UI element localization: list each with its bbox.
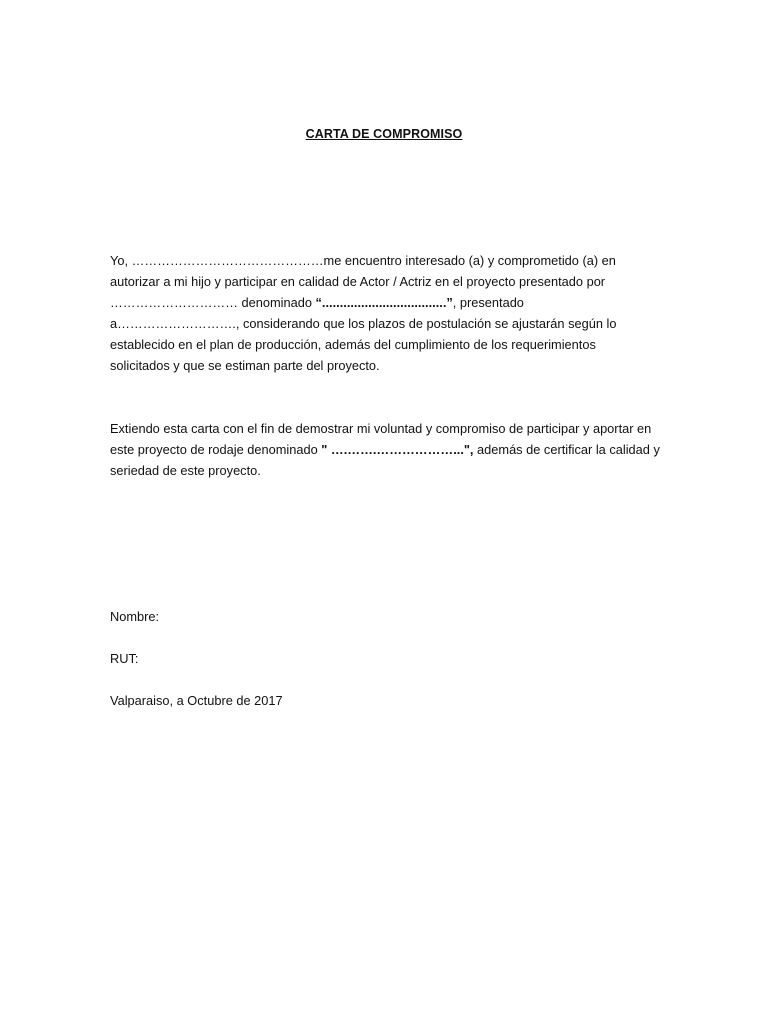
paragraph-line: Yo, ………………………………………me encuentro interesado (a) y comprometido (a) en [110,253,616,268]
document-title: CARTA DE COMPROMISO [305,127,463,141]
text-fragment: este proyecto de rodaje denominado [110,442,322,457]
nombre-label: Nombre: [110,609,160,624]
paragraph-line: solicitados y que se estiman parte del proyecto. [110,358,380,373]
rut-label: RUT: [110,651,139,666]
paragraph-line: Extiendo esta carta con el fin de demostrar mi voluntad y compromiso de participar y aportar en [110,421,652,436]
paragraph-line [110,439,670,460]
paragraph-line [110,292,670,313]
paragraph-extension [110,418,670,481]
place-date: Valparaiso, a Octubre de 2017 [110,693,283,708]
paragraph-line: establecido en el plan de producción, además del cumplimiento de los requerimientos [110,337,596,352]
text-fragment: además de certificar la calidad y [473,442,660,457]
text-fragment: , presentado [452,295,524,310]
paragraph-line: a………………………., considerando que los plazos de postulación se ajustarán según lo [110,316,617,331]
paragraph-line: autorizar a mi hijo y participar en calidad de Actor / Actriz en el proyecto presentado por [110,274,606,289]
blank-film-project-name: " ….…….………………...", [321,442,474,457]
blank-project-name: “...................................” [315,295,453,310]
blank-presenter: ………………………… denominado [110,295,316,310]
paragraph-commitment [110,250,670,376]
paragraph-line: seriedad de este proyecto. [110,463,261,478]
